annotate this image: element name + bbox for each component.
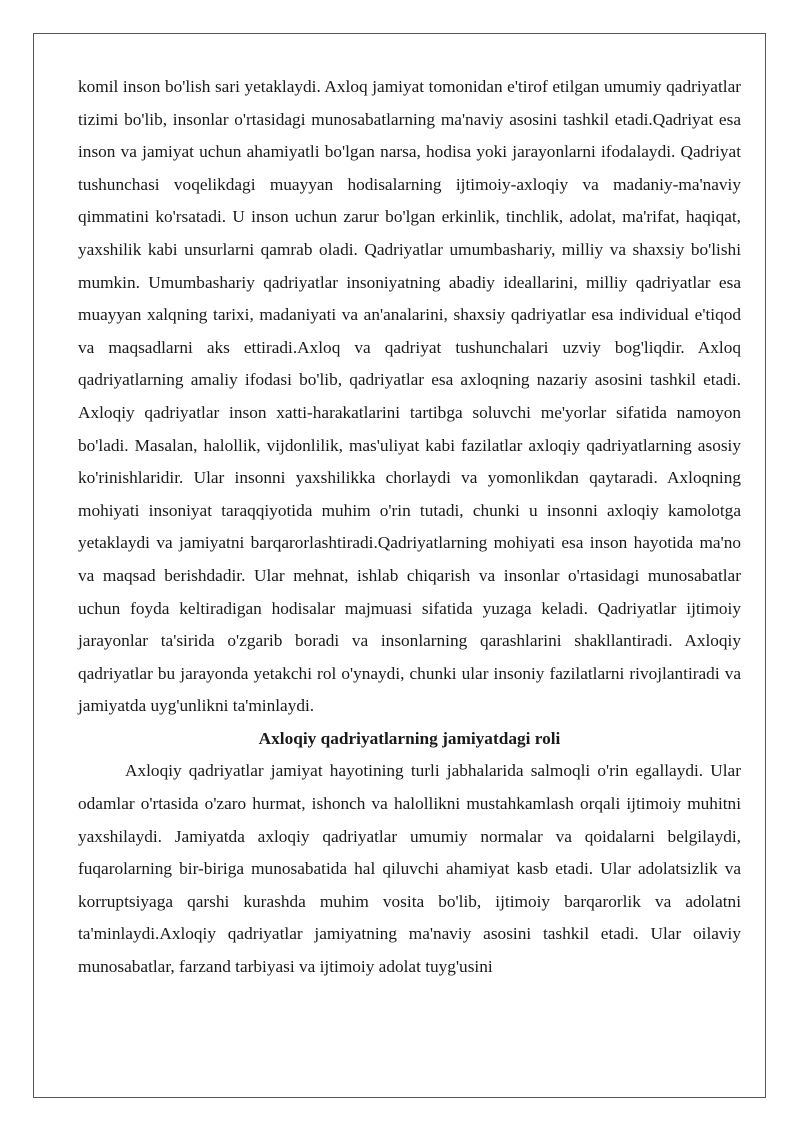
section-heading: Axloqiy qadriyatlarning jamiyatdagi roli [258, 728, 561, 748]
body-paragraph: komil inson bo'lish sari yetaklaydi. Axloq jamiyat tomonidan e'tirof etilgan umumiy qadriyatlar tizimi bo'lib, insonlar o'rtasidagi munosabatlarning ma'naviy asosini tashkil etadi.Qadriyat esa inson va jamiyat uchun ahamiyatli bo'lgan narsa, hodisa yoki jarayonlarni ifodalaydi. Qadriyat tushunchasi voqelikdagi muayyan hodisalarning ijtimoiy-axloqiy va madaniy-ma'naviy qimmatini ko'rsatadi. U inson uchun zarur bo'lgan erkinlik, tinchlik, adolat, ma'rifat, haqiqat, yaxshilik kabi unsurlarni qamrab oladi. Qadriyatlar umumbashariy, milliy va shaxsiy bo'lishi mumkin. Umumbashariy qadriyatlar insoniyatning abadiy ideallarini, milliy qadriyatlar esa muayyan xalqning tarixi, madaniyati va an'analarini, shaxsiy qadriyatlar esa individual e'tiqod va maqsadlarni aks ettiradi.Axloq va qadriyat tushunchalari uzviy bog'liqdir. Axloq qadriyatlarning amaliy ifodasi bo'lib, qadriyatlar esa axloqning nazariy asosini tashkil etadi. Axloqiy qadriyatlar inson xatti-harakatlarini tartibga soluvchi me'yorlar sifatida namoyon bo'ladi. Masalan, halollik, vijdonlilik, mas'uliyat kabi fazilatlar axloqiy qadriyatlarning asosiy ko'rinishlaridir. Ular insonni yaxshilikka chorlaydi va yomonlikdan qaytaradi. Axloqning mohiyati insoniyat taraqqiyotida muhim o'rin tutadi, chunki u insonni axloqiy kamolotga yetaklaydi va jamiyatni barqarorlashtiradi.Qadriyatlarning mohiyati esa inson hayotida ma'no va maqsad berishdadir. Ular mehnat, ishlab chiqarish va insonlar o'rtasidagi munosabatlar uchun foyda keltiradigan hodisalar majmuasi sifatida yuzaga keladi. Qadriyatlar ijtimoiy jarayonlar ta'sirida o'zgarib boradi va insonlarning qarashlarini shakllantiradi. Axloqiy qadriyatlar bu jarayonda yetakchi rol o'ynaydi, chunki ular insoniy fazilatlarni rivojlantiradi va jamiyatda uyg'unlikni ta'minlaydi. [78, 77, 741, 716]
document-body [78, 71, 741, 984]
body-paragraph: Axloqiy qadriyatlar jamiyat hayotining turli jabhalarida salmoqli o'rin egallaydi. Ular odamlar o'rtasida o'zaro hurmat, ishonch va halollikni mustahkamlash orqali ijtimoiy muhitni yaxshilaydi. Jamiyatda axloqiy qadriyatlar umumiy normalar va qoidalarni belgilaydi, fuqarolarning bir-biriga munosabatida hal qiluvchi ahamiyat kasb etadi. Ular adolatsizlik va korruptsiyaga qarshi kurashda muhim vosita bo'lib, ijtimoiy barqarorlik va adolatni ta'minlaydi.Axloqiy qadriyatlar jamiyatning ma'naviy asosini tashkil etadi. Ular oilaviy munosabatlar, farzand tarbiyasi va ijtimoiy adolat tuyg'usini [78, 761, 741, 977]
